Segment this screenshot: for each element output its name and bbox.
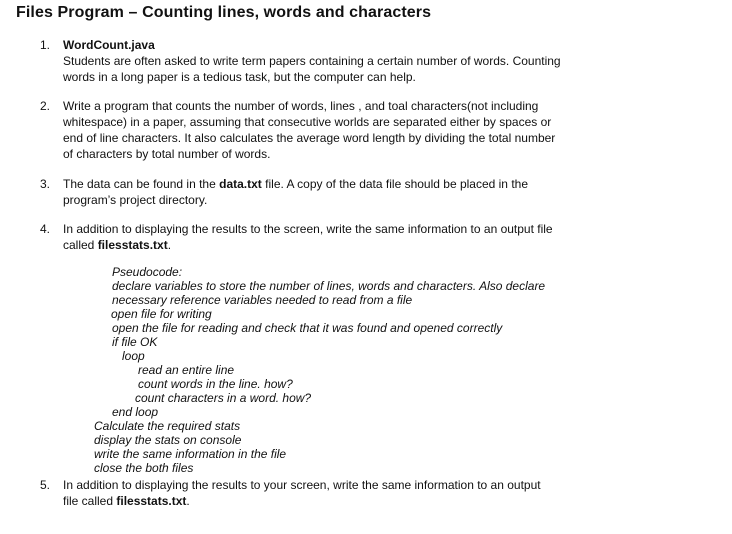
pseudocode-line: display the stats on console xyxy=(94,433,242,447)
item-text-line: Write a program that counts the number of words, lines , and toal characters(not including xyxy=(63,99,539,113)
item-text-line: file called filesstats.txt. xyxy=(63,494,190,508)
pseudocode-line: loop xyxy=(122,349,145,363)
pseudocode-line: necessary reference variables needed to read from a file xyxy=(112,293,413,307)
item-text-line: called filesstats.txt. xyxy=(63,238,172,252)
pseudocode-line: if file OK xyxy=(112,335,158,349)
item-text-line: Students are often asked to write term papers containing a certain number of words. Counting xyxy=(63,54,561,68)
item-heading: WordCount.java xyxy=(63,38,155,52)
item-text-line: The data can be found in the data.txt file. A copy of the data file should be placed in the xyxy=(63,177,528,191)
document-title: Files Program – Counting lines, words and characters xyxy=(16,4,432,21)
pseudocode-line: read an entire line xyxy=(138,363,235,377)
item-number: 3. xyxy=(40,177,51,191)
filename-filesstats: filesstats.txt xyxy=(97,238,168,252)
pseudocode-label: Pseudocode: xyxy=(112,265,183,279)
item-text-line: of characters by total number of words. xyxy=(63,147,271,161)
item-text-line: whitespace) in a paper, assuming that consecutive worlds are separated either by spaces or xyxy=(63,115,552,129)
pseudocode-line: count words in the line. how? xyxy=(138,377,293,391)
pseudocode-line: open the file for reading and check that it was found and opened correctly xyxy=(112,321,503,335)
item-number: 4. xyxy=(40,222,51,236)
item-text-line: end of line characters. It also calculates the average word length by dividing the total number xyxy=(63,131,556,145)
item-number: 1. xyxy=(40,38,51,52)
item-text-line: words in a long paper is a tedious task, but the computer can help. xyxy=(63,70,416,84)
item-text-line: program’s project directory. xyxy=(63,193,208,207)
pseudocode-line: Calculate the required stats xyxy=(94,419,241,433)
filename-data-txt: data.txt xyxy=(219,177,262,191)
filename-filesstats: filesstats.txt xyxy=(116,494,187,508)
pseudocode-line: write the same information in the file xyxy=(94,447,287,461)
item-text-line: In addition to displaying the results to the screen, write the same information to an output file xyxy=(63,222,553,236)
item-number: 5. xyxy=(40,478,51,492)
pseudocode-line: count characters in a word. how? xyxy=(135,391,312,405)
pseudocode-line: open file for writing xyxy=(111,307,212,321)
pseudocode-line: end loop xyxy=(112,405,159,419)
item-text-line: In addition to displaying the results to your screen, write the same information to an output xyxy=(63,478,541,492)
pseudocode-line: close the both files xyxy=(94,461,194,475)
item-number: 2. xyxy=(40,99,51,113)
pseudocode-line: declare variables to store the number of lines, words and characters. Also declare xyxy=(112,279,546,293)
